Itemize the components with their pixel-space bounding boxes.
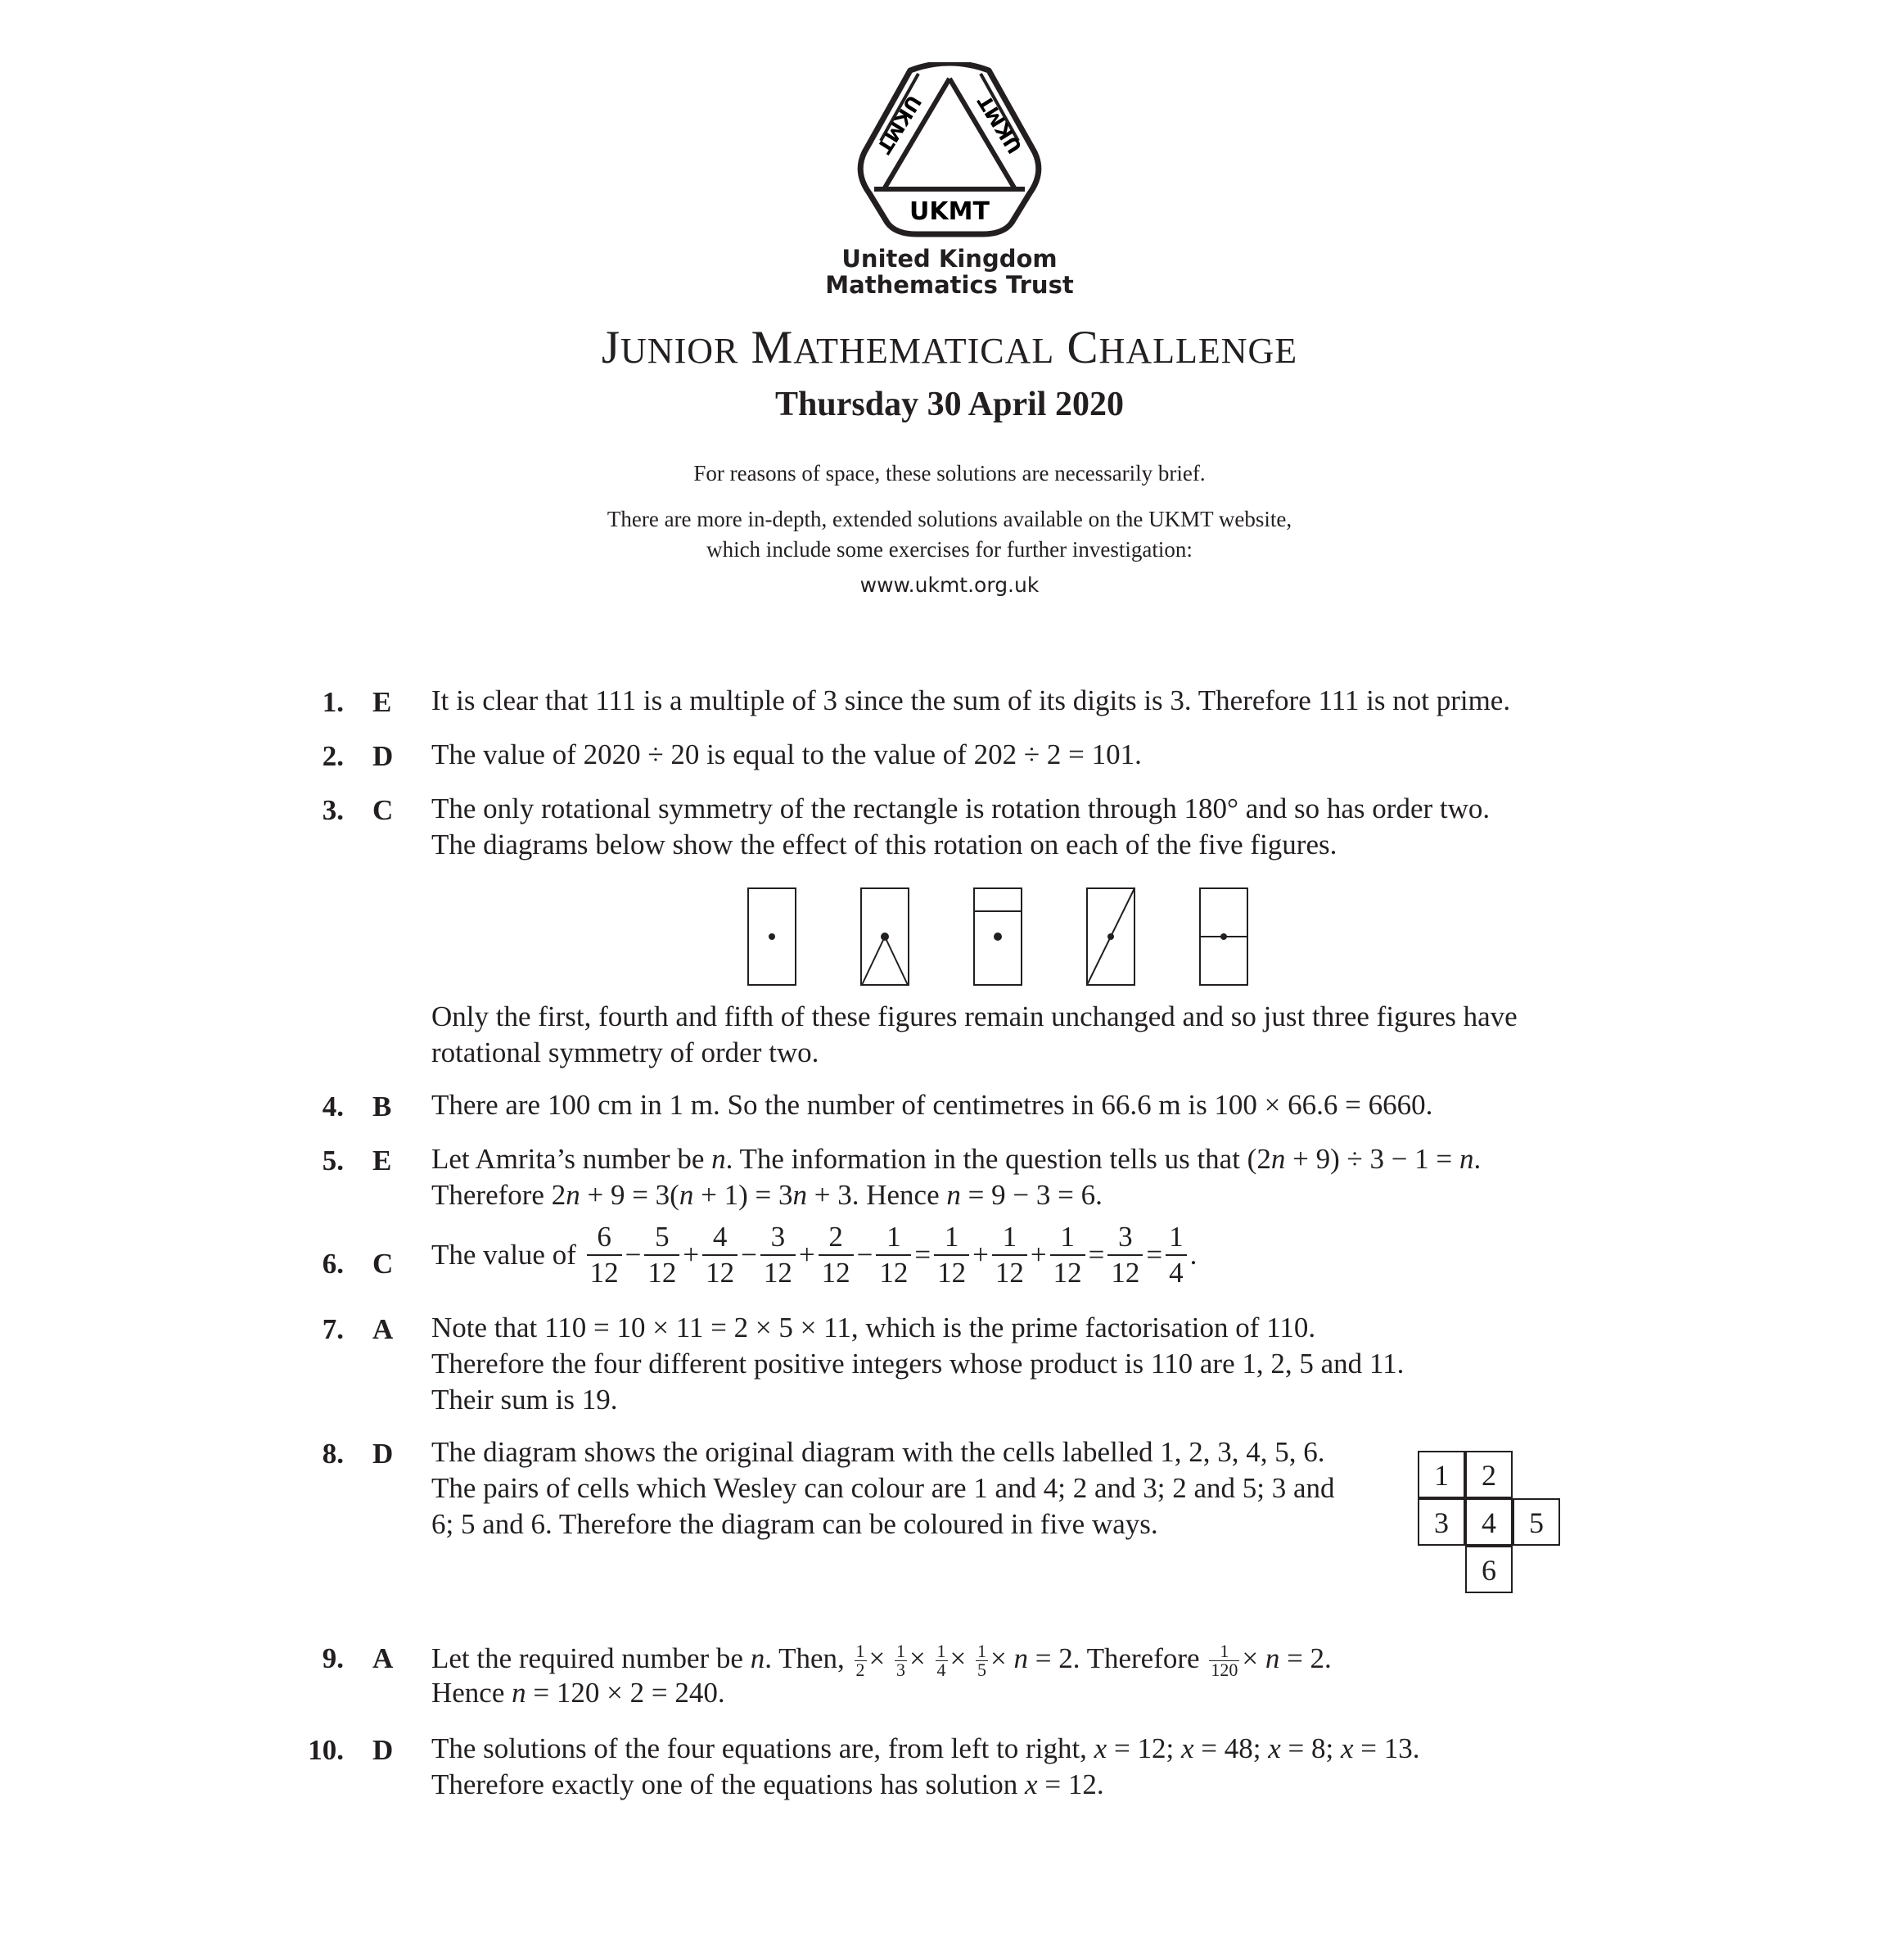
operator: =: [1146, 1239, 1163, 1271]
operator: +: [972, 1239, 989, 1271]
grid-cell: 5: [1513, 1498, 1560, 1546]
solution-text: Let the required number be n. Then, $\frac{1}{2}$ × $\frac{1}{3}$ × $\frac{1}{4}$ × $\frac{1}{5}$ × n = 2. Therefore $\frac{1}{120}$ × n = 2.: [431, 1641, 1332, 1681]
fraction: $\frac{1}{2}$: [855, 1641, 865, 1681]
logo-text-right: UKMT: [973, 91, 1027, 158]
solution-number: 9.: [322, 1642, 344, 1674]
figure-5: [1200, 888, 1247, 985]
solution-text: Only the first, fourth and fifth of these figures remain unchanged and so just three figures have: [431, 1000, 1518, 1032]
solution-number: 3.: [322, 794, 344, 826]
figure-3: [974, 888, 1022, 985]
fraction: $\frac{1}{12}$: [992, 1220, 1027, 1290]
solution-text: rotational symmetry of order two.: [431, 1036, 819, 1068]
solution-answer: A: [372, 1642, 394, 1674]
solution-number: 5.: [322, 1145, 344, 1176]
logo-text-left: UKMT: [872, 91, 926, 158]
website-link[interactable]: www.ukmt.org.uk: [859, 573, 1040, 597]
solution-text: The solutions of the four equations are, from left to right, x = 12; x = 48; x = 8; x = 13.: [431, 1732, 1420, 1764]
operator: −: [741, 1239, 757, 1271]
org-name-line2: Mathematics Trust: [825, 271, 1074, 299]
solution-text: Note that 110 = 10 × 11 = 2 × 5 × 11, which is the prime factorisation of 110.: [431, 1312, 1316, 1344]
grid-cell: 1: [1418, 1451, 1465, 1498]
solution-answer: E: [372, 686, 392, 718]
solution-number: 6.: [322, 1248, 344, 1280]
grid-cell: 3: [1418, 1498, 1465, 1546]
solution-text: The value of $\frac{6}{12}$ − $\frac{5}{12}$ + $\frac{4}{12}$ − $\frac{3}{12}$ + $\frac{2}{12}$ − $\frac{1}{12}$ = $\frac{1}{12}$ + $\frac{1}{12}$ + $\frac{1}{12}$ = $\frac{3}{12}$ = $\frac{1}{4}$ .: [431, 1221, 1198, 1289]
fraction: $\frac{4}{12}$: [702, 1220, 737, 1290]
solution-answer: D: [372, 740, 394, 772]
cell-grid: [1418, 1451, 1565, 1598]
punctuation: .: [1189, 1239, 1198, 1271]
solution-number: 8.: [322, 1438, 344, 1470]
solution-answer: C: [372, 794, 394, 826]
solution-text: Therefore 2n + 9 = 3(n + 1) = 3n + 3. Hence n = 9 − 3 = 6.: [431, 1179, 1103, 1211]
figure-1: [748, 888, 796, 985]
solution-answer: D: [372, 1438, 394, 1470]
logo-text-bottom: UKMT: [909, 197, 990, 226]
fraction: $\frac{1}{12}$: [876, 1220, 911, 1290]
solution-text: The diagram shows the original diagram with the cells labelled 1, 2, 3, 4, 5, 6.: [431, 1436, 1325, 1468]
fraction: $\frac{1}{120}$: [1211, 1641, 1238, 1681]
exam-date: Thursday 30 April 2020: [775, 386, 1124, 423]
solution-text: The pairs of cells which Wesley can colour are 1 and 4; 2 and 3; 2 and 5; 3 and: [431, 1472, 1335, 1504]
operator: +: [683, 1239, 700, 1271]
solution-text: Hence n = 120 × 2 = 240.: [431, 1677, 725, 1709]
fraction: $\frac{5}{12}$: [644, 1220, 679, 1290]
solution-number: 7.: [322, 1313, 344, 1345]
solution-answer: B: [372, 1091, 392, 1122]
fraction: $\frac{2}{12}$: [819, 1220, 854, 1290]
solution-text: The only rotational symmetry of the rectangle is rotation through 180° and so has order two.: [431, 793, 1491, 824]
fraction: $\frac{3}{12}$: [760, 1220, 796, 1290]
solution-number: 10.: [308, 1734, 344, 1766]
solution-answer: C: [372, 1248, 394, 1280]
intro-line3: which include some exercises for further investigation:: [706, 537, 1193, 562]
solution-number: 4.: [322, 1091, 344, 1122]
solution-text: It is clear that 111 is a multiple of 3 since the sum of its digits is 3. Therefore 111 is not prime.: [431, 684, 1511, 716]
figure-2: [861, 888, 909, 985]
solution-text: Their sum is 19.: [431, 1384, 618, 1416]
grid-cell: 6: [1465, 1546, 1513, 1593]
page-title: JUNIOR MATHEMATICAL CHALLENGE: [601, 322, 1298, 373]
ukmt-logo: [851, 62, 1048, 242]
operator: =: [914, 1239, 931, 1271]
operator: +: [798, 1239, 815, 1271]
fraction: $\frac{1}{4}$: [936, 1641, 946, 1681]
solution-text: Therefore exactly one of the equations has solution x = 12.: [431, 1768, 1104, 1800]
grid-cell: 4: [1465, 1498, 1513, 1546]
solution-text: There are 100 cm in 1 m. So the number of centimetres in 66.6 m is 100 × 66.6 = 6660.: [431, 1089, 1433, 1121]
solution-text: Therefore the four different positive integers whose product is 110 are 1, 2, 5 and 11.: [431, 1348, 1405, 1380]
fraction: $\frac{1}{4}$: [1166, 1220, 1187, 1290]
solution-answer: E: [372, 1145, 392, 1176]
operator: +: [1030, 1239, 1047, 1271]
solution-text: The value of 2020 ÷ 20 is equal to the value of 202 ÷ 2 = 101.: [431, 738, 1142, 770]
solution-number: 2.: [322, 740, 344, 772]
solution-text: 6; 5 and 6. Therefore the diagram can be coloured in five ways.: [431, 1508, 1158, 1540]
solution-text: Let Amrita’s number be n. The information in the question tells us that (2n + 9) ÷ 3 − 1 = n.: [431, 1143, 1482, 1175]
intro-line1: For reasons of space, these solutions are necessarily brief.: [693, 461, 1206, 485]
operator: −: [856, 1239, 873, 1271]
fraction: $\frac{3}{12}$: [1107, 1220, 1143, 1290]
fraction: $\frac{6}{12}$: [587, 1220, 622, 1290]
intro-line2: There are more in-depth, extended solutions available on the UKMT website,: [607, 507, 1292, 531]
fraction: $\frac{1}{12}$: [1050, 1220, 1085, 1290]
solution-answer: A: [372, 1313, 394, 1345]
org-name-line1: United Kingdom: [841, 245, 1058, 273]
solution-text: The diagrams below show the effect of this rotation on each of the five figures.: [431, 829, 1337, 860]
rotation-figures: [737, 884, 1261, 991]
solution-number: 1.: [322, 686, 344, 718]
fraction: $\frac{1}{5}$: [977, 1641, 986, 1681]
fraction: $\frac{1}{12}$: [934, 1220, 969, 1290]
operator: −: [625, 1239, 642, 1271]
figure-4: [1087, 888, 1134, 985]
operator: =: [1088, 1239, 1105, 1271]
fraction: $\frac{1}{3}$: [896, 1641, 905, 1681]
grid-cell: 2: [1465, 1451, 1513, 1498]
solution-answer: D: [372, 1734, 394, 1766]
